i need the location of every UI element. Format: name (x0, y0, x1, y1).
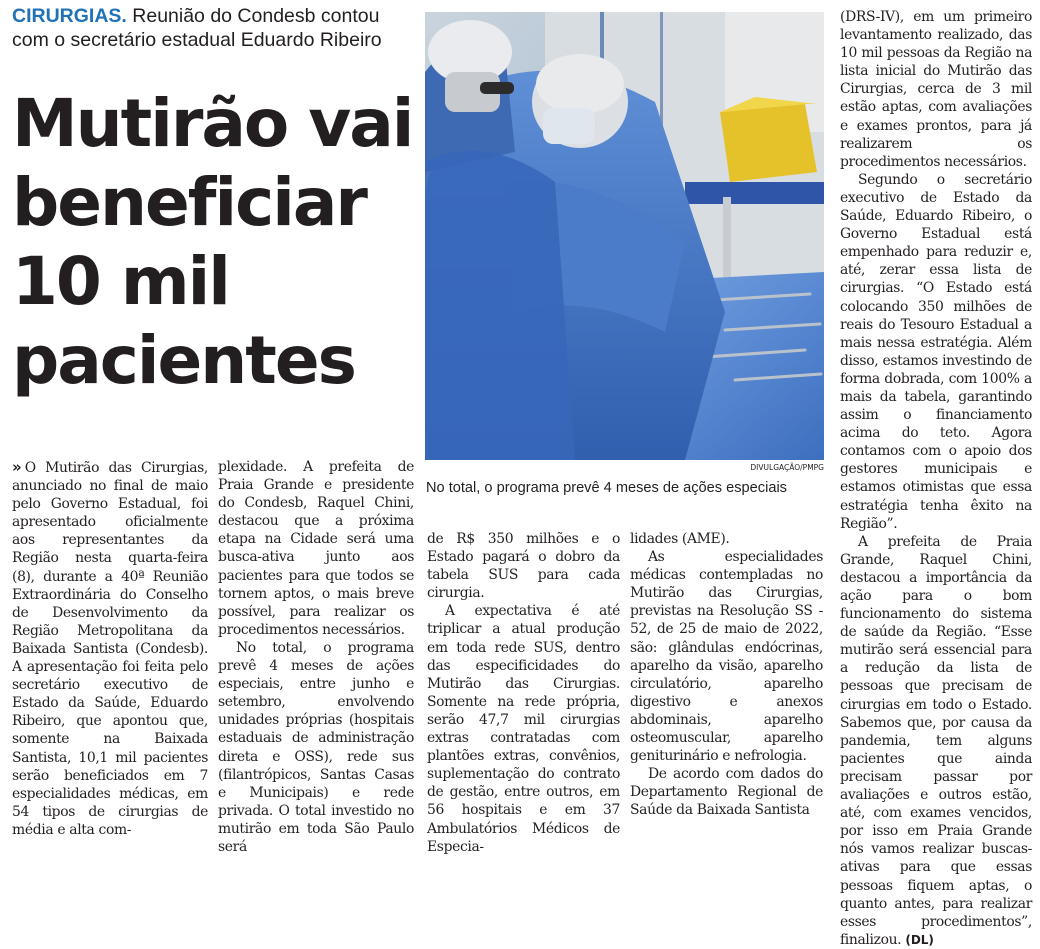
paragraph: » O Mutirão das Cirurgias, anunciado no final de maio pelo Governo Estadual, foi apresentado oficialmente aos representantes da Região nesta quarta-feira (8), durante a 40ª Reunião Extraordinária do Conselho de Desenvolvimento da Região Metropolitana da Baixada Santista (Condesb). A apresentação foi feita pelo secretário executivo de Estado da Saúde, Eduardo Ribeiro, que apontou que, somente na Baixada Santista, 10,1 mil pacientes serão beneficiados em 7 especialidades médicas, em 54 tipos de cirurgias de média e alta com- (12, 458, 208, 838)
article-column-1 (12, 458, 208, 839)
paragraph: plexidade. A prefeita de Praia Grande e presidente do Condesb, Raquel Chini, destacou que a próxima etapa na Cidade será uma busca-ativa junto aos pacientes para que todos se tornem aptos, o mais breve possível, para realizar os procedimentos necessários. (218, 459, 414, 638)
paragraph: No total, o programa prevê 4 meses de ações especiais, entre junho e setembro, envolvendo unidades próprias (hospitais estaduais de administração direta e OSS), rede sus (filantrópicos, Santas Casas e Municipais) e rede privada. O total investido no mutirão em toda São Paulo será (218, 639, 414, 855)
article-column-4 (630, 530, 823, 820)
photo-caption: No total, o programa prevê 4 meses de ações especiais (426, 480, 787, 496)
photo-credit: DIVULGAÇÃO/PMPG (750, 463, 824, 472)
article-kicker (12, 4, 412, 52)
paragraph: (DRS-IV), em um primeiro levantamento realizado, das 10 mil pessoas da Região na lista inicial do Mutirão das Cirurgias, cerca de 3 mil estão aptas, com avaliações e exames prontos, para já realizarem os procedimentos necessários. (840, 9, 1032, 170)
article-column-3 (427, 530, 620, 856)
paragraph: Segundo o secretário executivo de Estado da Saúde, Eduardo Ribeiro, o Governo Estadual está empenhado para reduzir e, até, zerar essa lista de cirurgias. “O Estado está colocando 350 milhões de reais do Tesouro Estadual a mais nessa estratégia. Além disso, estamos investindo de forma dobrada, com 100% a mais da tabela, garantindo assim o financiamento acima do teto. Agora contamos com o apoio dos gestores municipais e estamos otimistas que essa estratégia tenha êxito na Região”. (840, 171, 1032, 532)
author-signature: (DL) (905, 932, 934, 947)
article-column-5 (840, 8, 1032, 949)
headline-line: beneficiar (12, 164, 366, 241)
article-column-2 (218, 458, 414, 856)
paragraph: A expectativa é até triplicar a atual produção em toda rede SUS, dentro das especificidades do Mutirão das Cirurgias. Somente na rede própria, serão 47,7 mil cirurgias extras contratadas com plantões extras, convênios, suplementação do contrato de gestão, entre outros, em 56 hospitais e em 37 Ambulatórios Médicos de Especia- (427, 603, 620, 855)
kicker-text: Reunião do Condesb contou com o secretário estadual Eduardo Ribeiro (12, 5, 382, 51)
surgery-photo (425, 12, 824, 460)
headline-line: Mutirão vai (12, 85, 413, 162)
lead-marker-icon: » (12, 458, 19, 476)
paragraph: De acordo com dados do Departamento Regional de Saúde da Baixada Santista (630, 766, 823, 819)
paragraph: As especialidades médicas contempladas no Mutirão das Cirurgias, previstas na Resolução SS - 52, de 25 de maio de 2022, são: glândulas endócrinas, aparelho da visão, aparelho circulatório, aparelho digestivo e anexos abdominais, aparelho osteomuscular, aparelho geniturinário e nefrologia. (630, 549, 823, 765)
paragraph: de R$ 350 milhões e o Estado pagará o dobro da tabela SUS para cada cirurgia. (427, 531, 620, 602)
headline-line: pacientes (12, 322, 355, 399)
section-tag: CIRURGIAS. (12, 5, 127, 27)
headline (12, 84, 422, 400)
paragraph: A prefeita de Praia Grande, Raquel Chini, destacou a importância da ação para o bom funcionamento do sistema de saúde da Região. “Esse mutirão será essencial para a redução da lista de pessoas que precisam de cirurgias em todo o Estado. Sabemos que, por causa da pandemia, tem alguns pacientes que ainda precisam passar por avaliações e outros estão, até, com exames vencidos, por isso em Praia Grande nós vamos realizar buscas-ativas para que essas pessoas fiquem aptas, o quanto antes, para realizar esses procedimentos”, finalizou. (DL) (840, 533, 1032, 948)
paragraph: lidades (AME). (630, 531, 730, 547)
headline-line: 10 mil (12, 243, 229, 320)
